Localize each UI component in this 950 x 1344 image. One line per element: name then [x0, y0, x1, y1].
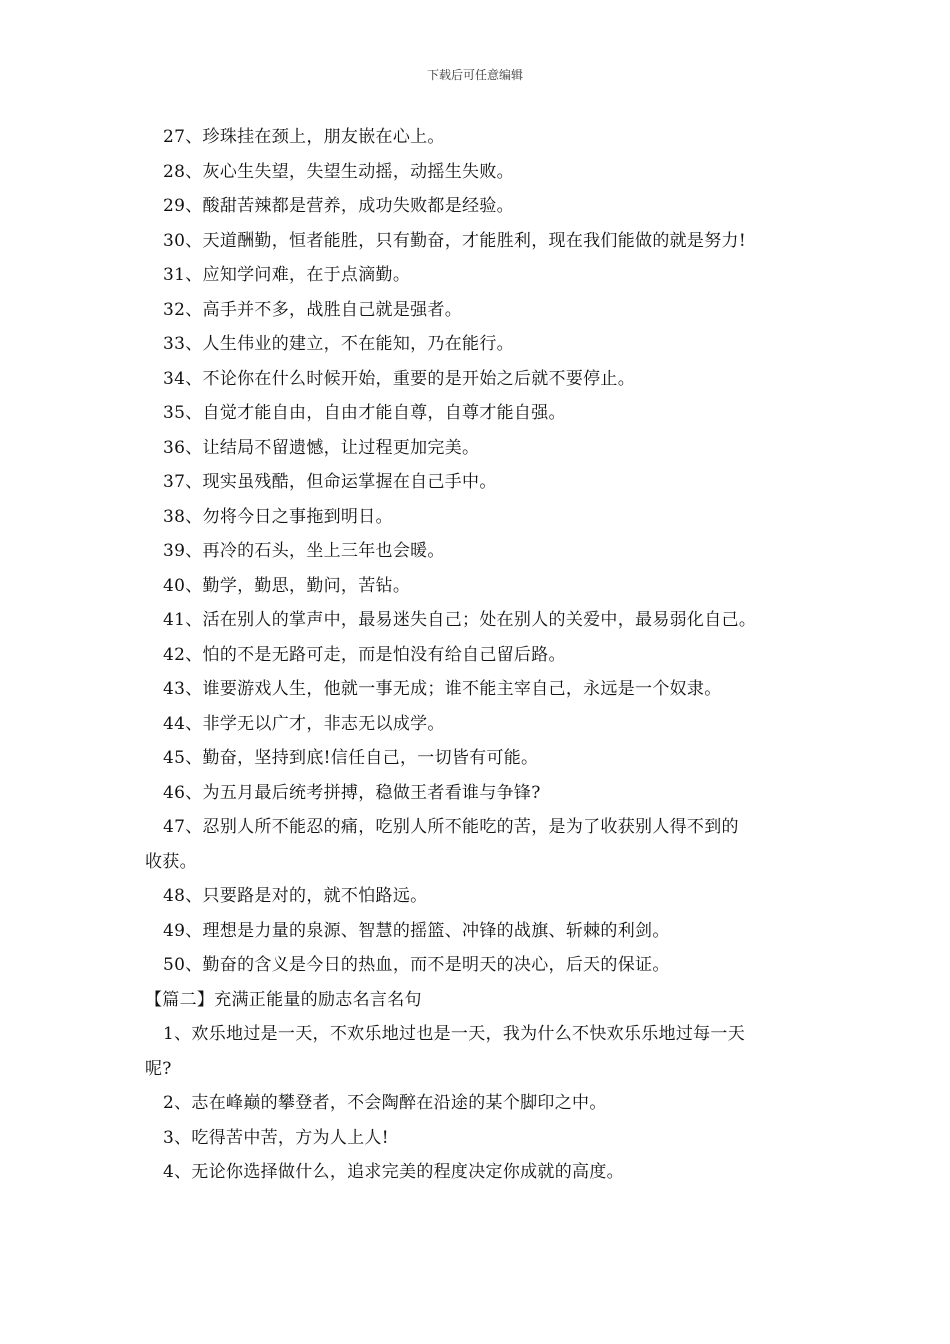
list-item: 27、珍珠挂在颈上，朋友嵌在心上。	[163, 127, 445, 147]
list-item: 36、让结局不留遗憾，让过程更加完美。	[163, 437, 480, 458]
list-item: 32、高手并不多，战胜自己就是强者。	[163, 299, 463, 320]
list-item: 40、勤学，勤思，勤问，苦钻。	[163, 575, 411, 596]
section-heading: 【篇二】充满正能量的励志名言名句	[145, 989, 422, 1010]
list-item: 49、理想是力量的泉源、智慧的摇篮、冲锋的战旗、斩棘的利剑。	[163, 920, 670, 941]
list-item-continuation: 收获。	[145, 851, 197, 872]
list-item: 28、灰心生失望，失望生动摇，动摇生失败。	[163, 161, 514, 182]
list-item: 45、勤奋，坚持到底!信任自己，一切皆有可能。	[163, 748, 539, 768]
list-item-continuation: 呢?	[145, 1058, 172, 1079]
list-item: 2、志在峰巅的攀登者，不会陶醉在沿途的某个脚印之中。	[163, 1093, 607, 1113]
list-item: 43、谁要游戏人生，他就一事无成；谁不能主宰自己，永远是一个奴隶。	[163, 679, 722, 699]
document-body	[145, 120, 815, 1190]
list-item: 42、怕的不是无路可走，而是怕没有给自己留后路。	[163, 644, 566, 665]
list-item: 35、自觉才能自由，自由才能自尊，自尊才能自强。	[163, 403, 566, 423]
list-item: 33、人生伟业的建立，不在能知，乃在能行。	[163, 334, 514, 354]
list-item: 1、欢乐地过是一天，不欢乐地过也是一天，我为什么不快欢乐乐地过每一天	[163, 1024, 746, 1044]
list-item: 44、非学无以广才，非志无以成学。	[163, 713, 445, 734]
list-item: 4、无论你选择做什么，追求完美的程度决定你成就的高度。	[163, 1162, 624, 1182]
list-item: 37、现实虽残酷，但命运掌握在自己手中。	[163, 472, 497, 492]
list-item: 39、再冷的石头，坐上三年也会暖。	[163, 541, 445, 561]
list-item: 38、勿将今日之事拖到明日。	[163, 506, 393, 527]
list-item: 41、活在别人的掌声中，最易迷失自己；处在别人的关爱中，最易弱化自己。	[163, 610, 757, 630]
list-item: 47、忍别人所不能忍的痛，吃别人所不能吃的苦，是为了收获别人得不到的	[163, 817, 739, 837]
page-header: 下载后可任意编辑	[426, 68, 523, 82]
list-item: 3、吃得苦中苦，方为人上人!	[163, 1127, 389, 1148]
list-item: 31、应知学问难，在于点滴勤。	[163, 265, 411, 285]
list-item: 30、天道酬勤，恒者能胜，只有勤奋，才能胜利，现在我们能做的就是努力!	[163, 230, 746, 251]
list-item: 46、为五月最后统考拼搏，稳做王者看谁与争锋?	[163, 782, 541, 803]
list-item: 34、不论你在什么时候开始，重要的是开始之后就不要停止。	[163, 368, 636, 389]
list-item: 48、只要路是对的，就不怕路远。	[163, 886, 428, 906]
list-item: 29、酸甜苦辣都是营养，成功失败都是经验。	[163, 196, 514, 216]
list-item: 50、勤奋的含义是今日的热血，而不是明天的决心，后天的保证。	[163, 955, 670, 975]
